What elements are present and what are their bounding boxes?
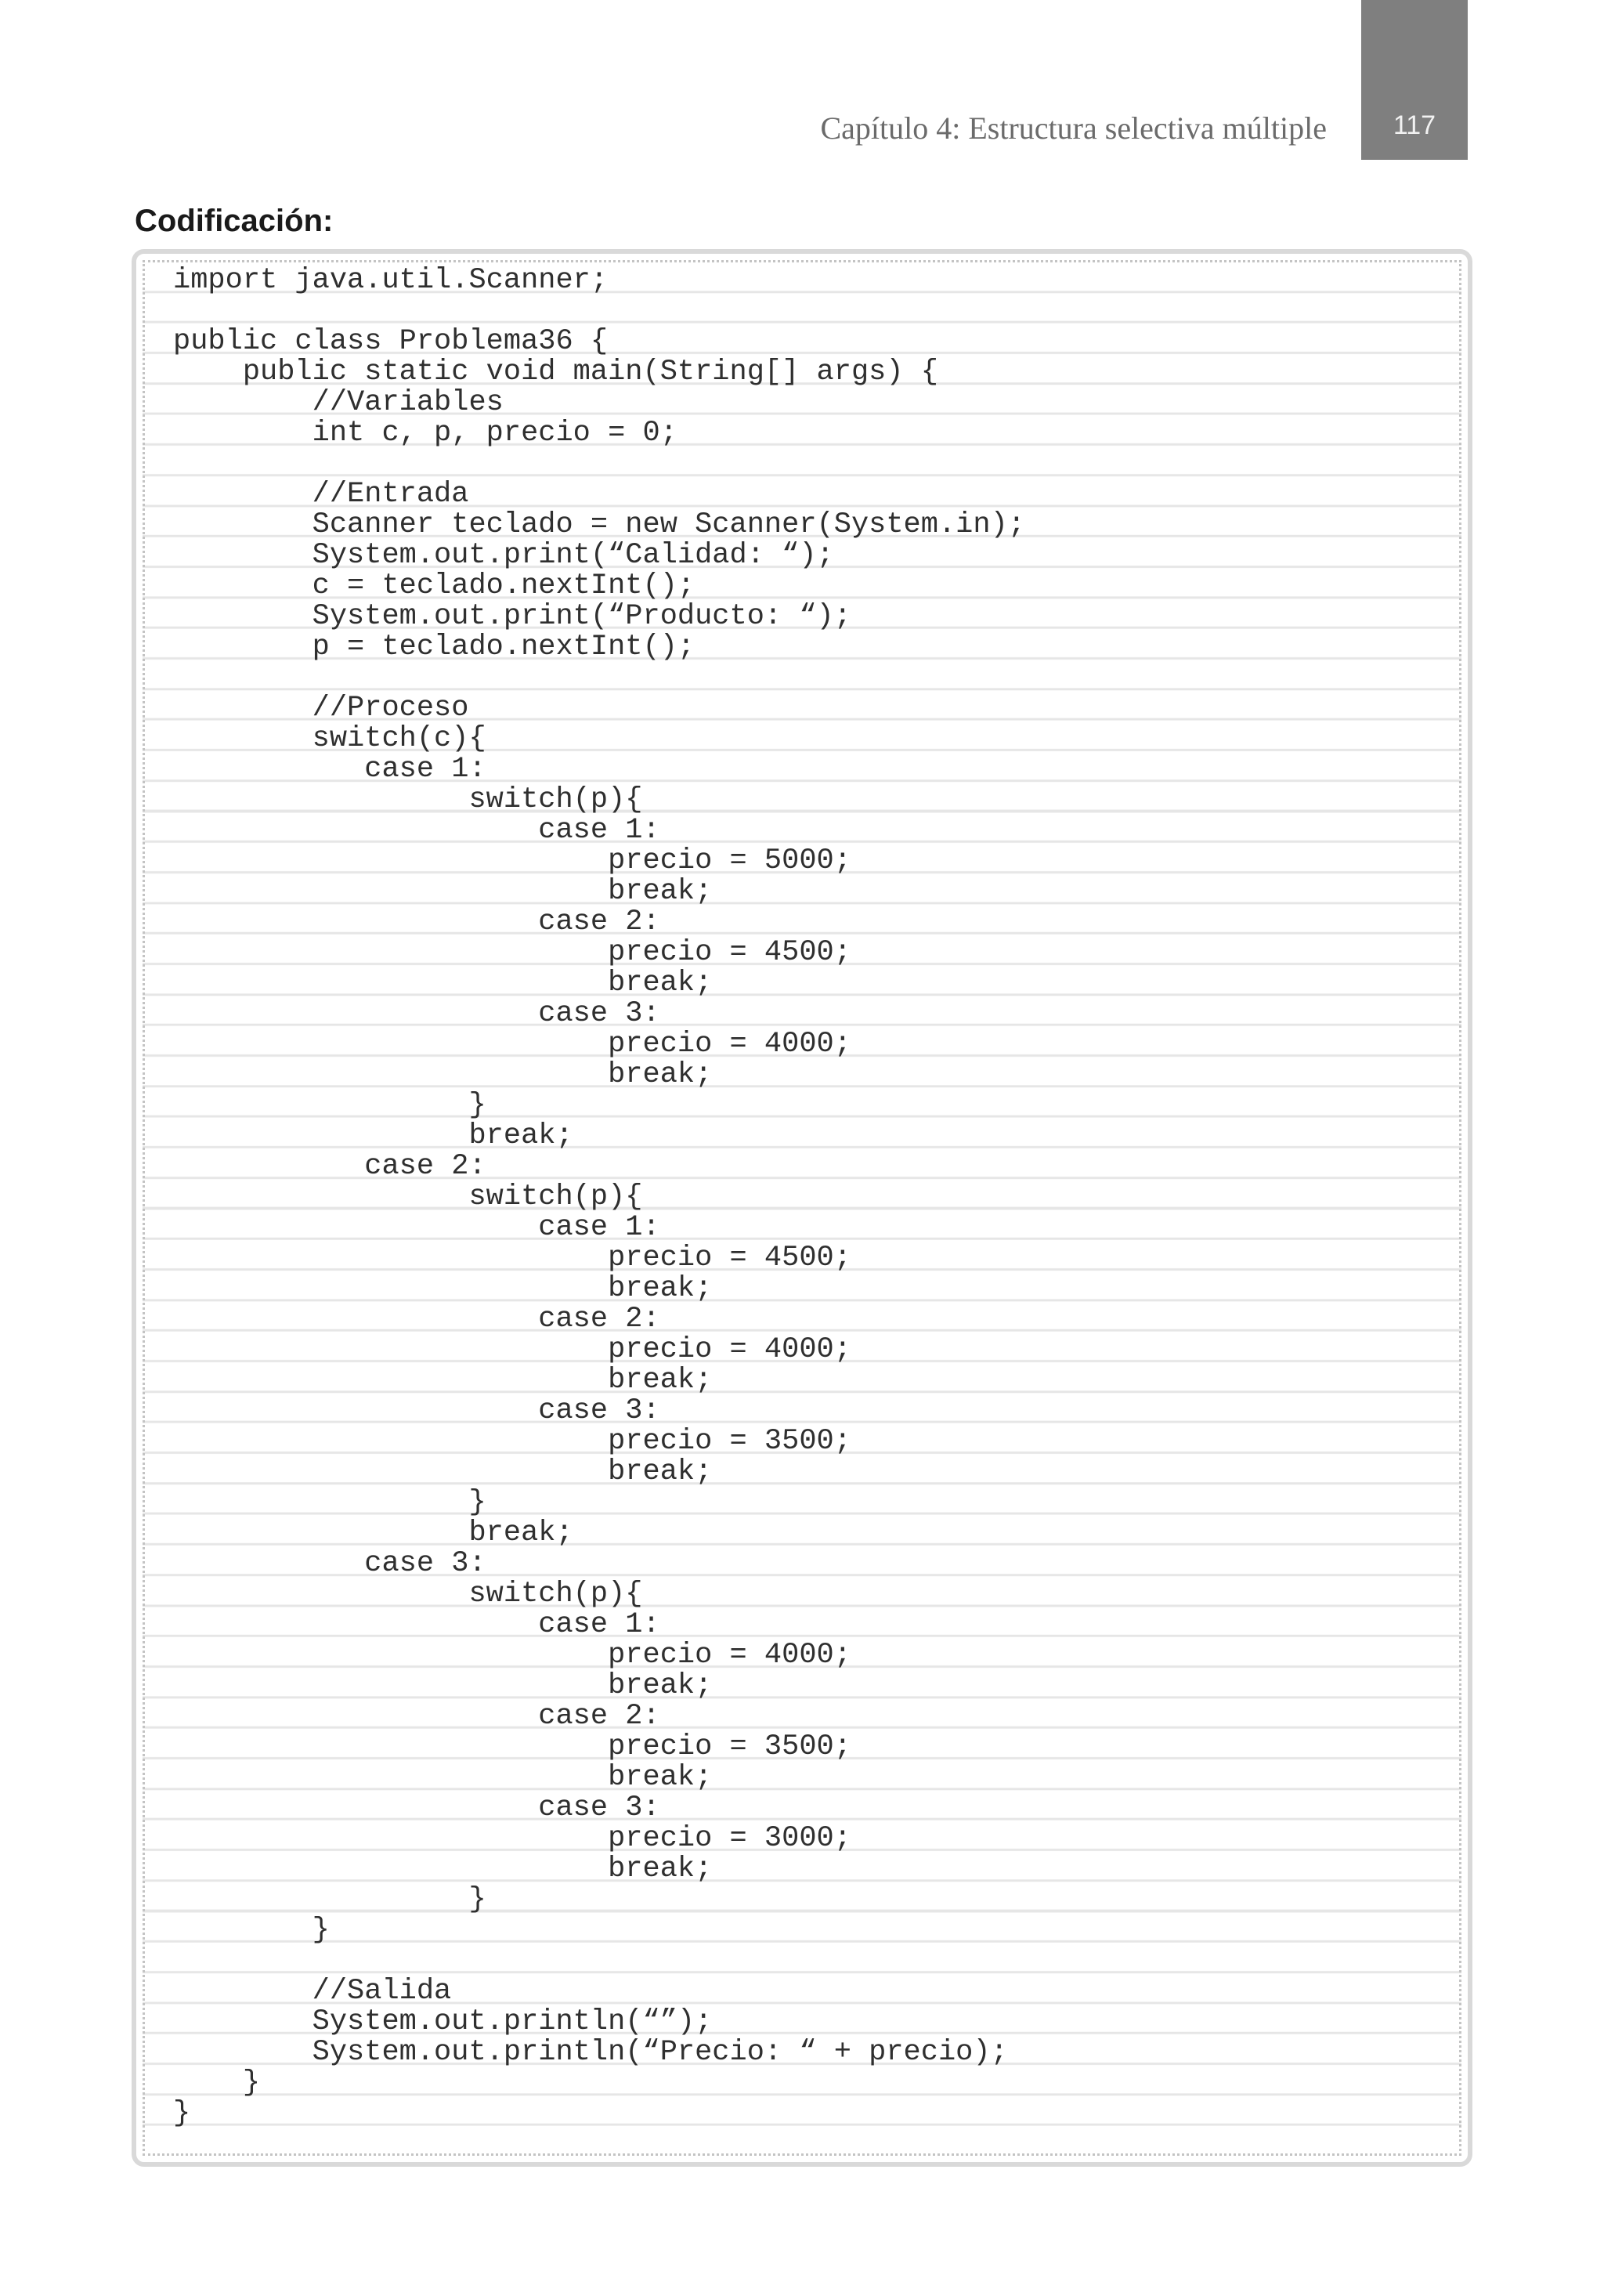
code-line: } <box>173 1883 486 1916</box>
code-line: System.out.print(“Calidad: “); <box>173 539 834 572</box>
code-line: break; <box>173 1517 573 1549</box>
code-line: case 2: <box>173 1700 660 1733</box>
code-line: precio = 4500; <box>173 936 851 969</box>
code-line: switch(p){ <box>173 783 643 816</box>
code-line: System.out.println(“”); <box>173 2005 713 2038</box>
code-line: Scanner teclado = new Scanner(System.in); <box>173 508 1025 541</box>
code-line: break; <box>173 1119 573 1152</box>
code-line: precio = 4000; <box>173 1639 851 1672</box>
code-line: case 3: <box>173 997 660 1030</box>
code-line: case 2: <box>173 1150 486 1183</box>
code-line <box>173 1946 1025 1976</box>
code-line: public static void main(String[] args) { <box>173 356 938 389</box>
code-line: } <box>173 2066 261 2099</box>
code-line: break; <box>173 967 713 1000</box>
page-number-tab <box>1361 0 1468 160</box>
code-line: case 1: <box>173 1608 660 1641</box>
code-line: c = teclado.nextInt(); <box>173 569 695 602</box>
code-line: public class Problema36 { <box>173 325 609 358</box>
code-line: //Proceso <box>173 692 469 725</box>
code-line <box>173 663 1025 693</box>
code-line: precio = 4500; <box>173 1242 851 1275</box>
code-line: case 2: <box>173 906 660 938</box>
code-line: case 3: <box>173 1792 660 1824</box>
code-line <box>173 296 1025 327</box>
code-line: precio = 3000; <box>173 1822 851 1855</box>
code-line: //Salida <box>173 1975 452 2008</box>
code-line: case 2: <box>173 1303 660 1336</box>
code-line: switch(c){ <box>173 722 486 755</box>
code-line: precio = 4000; <box>173 1028 851 1061</box>
code-line: System.out.print(“Producto: “); <box>173 600 851 633</box>
code-line: switch(p){ <box>173 1181 643 1213</box>
code-line: } <box>173 2097 191 2130</box>
code-line <box>173 449 1025 479</box>
code-line: break; <box>173 1761 713 1794</box>
running-head: Capítulo 4: Estructura selectiva múltiple <box>820 110 1327 146</box>
code-line: case 1: <box>173 1211 660 1244</box>
code-line: case 3: <box>173 1394 660 1427</box>
code-line: break; <box>173 1455 713 1488</box>
code-line: } <box>173 1914 330 1947</box>
code-line: precio = 5000; <box>173 844 851 877</box>
code-line: break; <box>173 1272 713 1305</box>
code-line: precio = 4000; <box>173 1333 851 1366</box>
code-line: import java.util.Scanner; <box>173 264 609 297</box>
code-line: case 1: <box>173 814 660 847</box>
code-listing-paper <box>143 260 1461 2156</box>
code-line: break; <box>173 875 713 908</box>
code-line: } <box>173 1089 486 1122</box>
code-listing-frame <box>132 249 1472 2167</box>
code-line: //Entrada <box>173 478 469 511</box>
code-line: int c, p, precio = 0; <box>173 417 677 450</box>
code-line: case 3: <box>173 1547 486 1580</box>
section-title: Codificación: <box>135 204 334 238</box>
code-line: case 1: <box>173 753 486 786</box>
code-line: } <box>173 1486 486 1519</box>
code-line: precio = 3500; <box>173 1425 851 1458</box>
code-line: switch(p){ <box>173 1578 643 1611</box>
code-listing <box>173 266 1025 2129</box>
code-line: break; <box>173 1669 713 1702</box>
code-line: break; <box>173 1058 713 1091</box>
code-line: //Variables <box>173 386 504 419</box>
page-number: 117 <box>1393 110 1436 140</box>
code-line: break; <box>173 1853 713 1886</box>
code-line: break; <box>173 1364 713 1397</box>
code-line: p = teclado.nextInt(); <box>173 631 695 663</box>
code-line: precio = 3500; <box>173 1730 851 1763</box>
code-line: System.out.println(“Precio: “ + precio); <box>173 2036 1008 2069</box>
